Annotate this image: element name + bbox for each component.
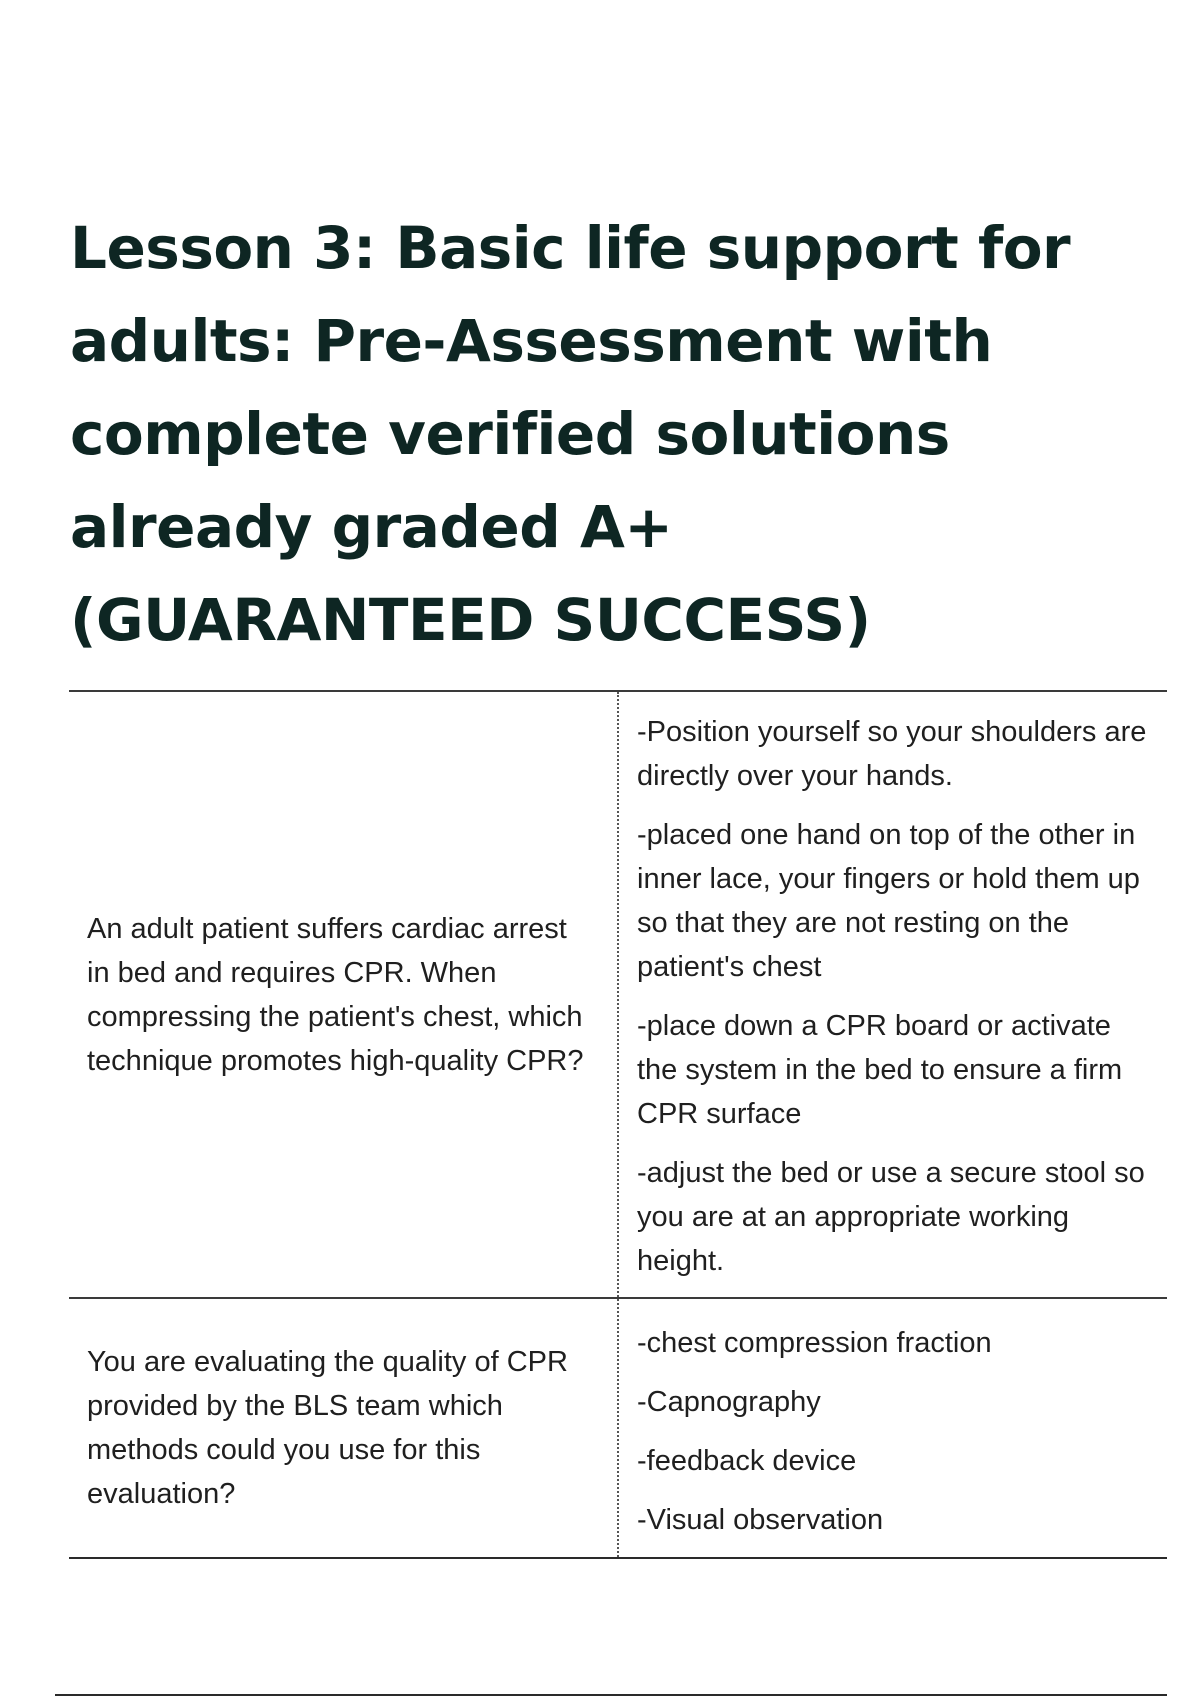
answer-item: -Visual observation — [637, 1504, 884, 1536]
answer-item: -adjust the bed or use a secure stool so you are at an appropriate working height. — [637, 1157, 1145, 1277]
qa-row — [69, 1297, 1167, 1559]
answer-item: -place down a CPR board or activate the system in the bed to ensure a firm CPR surface — [637, 1010, 1123, 1130]
answer-item: -placed one hand on top of the other in inner lace, your fingers or hold them up so that they are not resting on the patient's chest — [637, 819, 1140, 983]
question-text: You are evaluating the quality of CPR provided by the BLS team which methods could you use for this evaluation? — [87, 1346, 568, 1510]
qa-row — [69, 690, 1167, 1297]
answer-item: -Position yourself so your shoulders are directly over your hands. — [637, 716, 1147, 792]
page-footer-rule — [55, 1694, 1167, 1696]
question-cell — [69, 692, 619, 1297]
question-text: An adult patient suffers cardiac arrest in bed and requires CPR. When compressing the patient's chest, which technique promotes high-quality CPR? — [87, 912, 584, 1077]
answer-item: -chest compression fraction — [637, 1327, 992, 1359]
qa-table — [69, 690, 1167, 1559]
answer-cell — [619, 692, 1167, 1297]
answer-item: -feedback device — [637, 1445, 857, 1477]
page-title: Lesson 3: Basic life support for adults: Pre-Assessment with complete verified solutions already graded A+ (GUARANTEED SUCCESS) — [70, 214, 1071, 654]
answer-item: -Capnography — [637, 1386, 821, 1418]
question-cell — [69, 1299, 619, 1557]
answer-cell — [619, 1299, 1167, 1557]
